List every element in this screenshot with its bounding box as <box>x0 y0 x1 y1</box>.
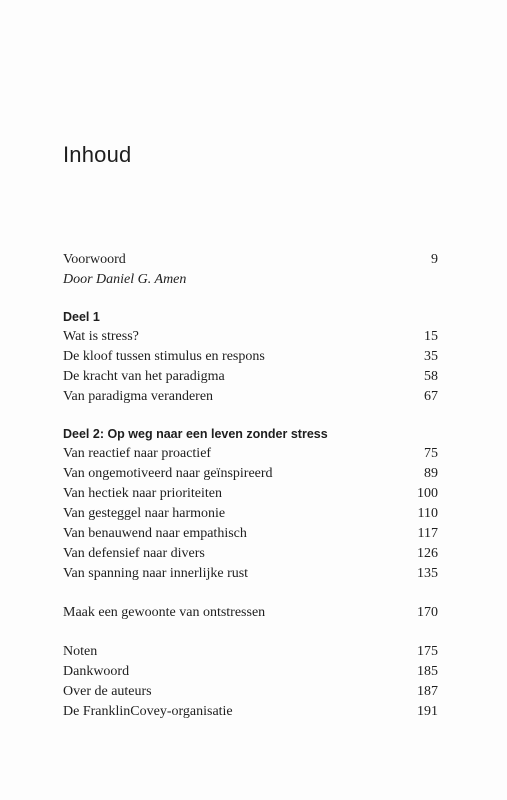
section-heading-deel-2: Deel 2: Op weg naar een leven zonder stress <box>63 427 328 441</box>
toc-entry-label: De kracht van het paradigma <box>63 369 225 384</box>
toc-entry <box>63 347 438 367</box>
toc-entry <box>63 464 438 484</box>
section-heading-deel-1: Deel 1 <box>63 310 100 324</box>
toc-entry-page: 117 <box>417 526 438 541</box>
toc-entry-label: De FranklinCovey-organisatie <box>63 704 233 719</box>
toc-entry-label: Noten <box>63 644 98 659</box>
toc-entry <box>63 504 438 524</box>
toc-entry-ontstressen <box>63 603 438 623</box>
toc-entry-page: 187 <box>417 684 438 699</box>
toc-entry-page: 191 <box>417 704 438 719</box>
toc-entry-label: Van ongemotiveerd naar geïnspireerd <box>63 466 273 481</box>
toc-entry-page: 75 <box>424 446 438 461</box>
toc-entry-label: Voorwoord <box>63 252 126 267</box>
toc-entry <box>63 367 438 387</box>
toc-entry <box>63 702 438 722</box>
toc-entry-page: 35 <box>424 349 438 364</box>
toc-entry <box>63 387 438 407</box>
toc-entry-page: 89 <box>424 466 438 481</box>
table-of-contents <box>63 250 438 722</box>
toc-entry <box>63 484 438 504</box>
toc-entry <box>63 544 438 564</box>
toc-entry-label: Dankwoord <box>63 664 130 679</box>
toc-entry-label: Wat is stress? <box>63 329 139 344</box>
toc-entry-label: Van reactief naar proactief <box>63 446 212 461</box>
toc-entry <box>63 444 438 464</box>
toc-entry-page: 135 <box>417 566 438 581</box>
toc-entry-label: Over de auteurs <box>63 684 152 699</box>
toc-entry-label: Van hectiek naar prioriteiten <box>63 486 222 501</box>
toc-entry-label: Van spanning naar innerlijke rust <box>63 566 249 581</box>
toc-entry-label: Van gesteggel naar harmonie <box>63 506 226 521</box>
toc-entry <box>63 564 438 584</box>
toc-entry <box>63 524 438 544</box>
toc-entry-label: Maak een gewoonte van ontstressen <box>63 605 266 620</box>
toc-entry-label: Van paradigma veranderen <box>63 389 214 404</box>
toc-entry-label: Van benauwend naar empathisch <box>63 526 247 541</box>
toc-entry <box>63 662 438 682</box>
page-title: Inhoud <box>63 142 132 167</box>
toc-entry-label: Van defensief naar divers <box>63 546 205 561</box>
toc-entry-page: 15 <box>424 329 438 344</box>
toc-entry-page: 67 <box>424 389 438 404</box>
toc-entry-voorwoord <box>63 250 438 270</box>
toc-entry-page: 175 <box>417 644 438 659</box>
toc-entry-page: 185 <box>417 664 438 679</box>
toc-entry-page: 58 <box>424 369 438 384</box>
toc-entry <box>63 327 438 347</box>
toc-entry-label: De kloof tussen stimulus en respons <box>63 349 265 364</box>
toc-entry <box>63 682 438 702</box>
toc-entry-page: 126 <box>417 546 438 561</box>
toc-entry-author: Door Daniel G. Amen <box>63 272 187 287</box>
toc-entry <box>63 642 438 662</box>
toc-entry-page: 170 <box>417 605 438 620</box>
toc-entry-page: 100 <box>417 486 438 501</box>
toc-entry-page: 9 <box>431 252 438 267</box>
toc-entry-page: 110 <box>417 506 438 521</box>
